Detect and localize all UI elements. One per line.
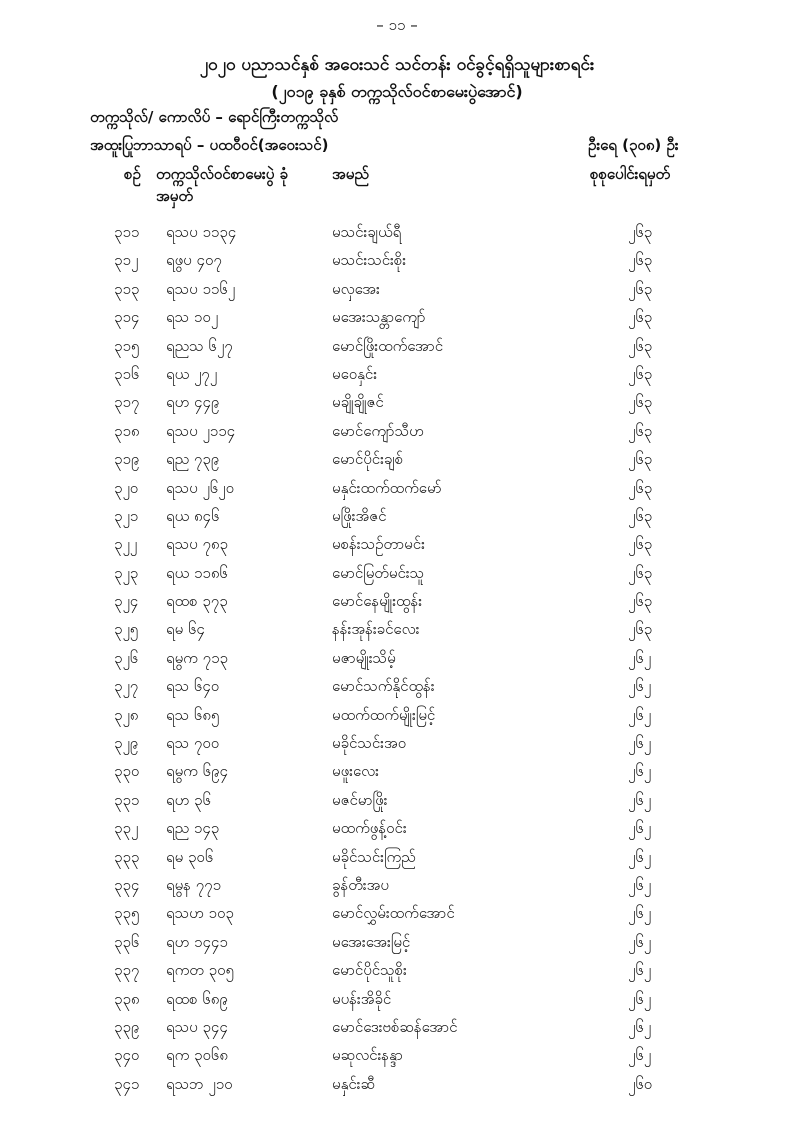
- roll-number: ရထစ ၆၈၉: [166, 989, 228, 1008]
- roll-number: ရက ၃၀၆၈: [166, 1046, 228, 1065]
- student-name: မလှအေး: [332, 279, 380, 298]
- student-name: မခိုင်သင်းအ၀: [332, 734, 407, 753]
- row-number: ၃၂၉: [114, 734, 139, 753]
- student-name: မဝေနှင်း: [332, 364, 378, 383]
- table-row: [0, 986, 794, 1014]
- table-row: [0, 929, 794, 957]
- student-name: မနှင်းထက်ထက်မော်: [332, 478, 442, 497]
- student-name: မောင်မြတ်မင်းသူ: [332, 563, 425, 582]
- table-row: [0, 673, 794, 701]
- table-row: [0, 844, 794, 872]
- total-marks: ၂၆၂: [628, 989, 652, 1008]
- student-name: မောင်ပိုင်းချစ်: [332, 450, 404, 469]
- column-header-roll: တက္ကသိုလ်ဝင်စာမေးပွဲ ခုံအမှတ်: [156, 165, 288, 205]
- student-name: မသင်းချယ်ရီ: [332, 223, 402, 241]
- roll-number: ရဟ ၁၄၄၁: [166, 932, 228, 951]
- table-row: [0, 1014, 794, 1042]
- table-row: [0, 333, 794, 361]
- roll-number: ရဖွပ ၄၀၇: [166, 251, 222, 270]
- row-number: ၃၁၁: [114, 223, 140, 241]
- roll-number: ရသ ၁၀၂: [166, 308, 219, 327]
- student-name: နန်းအုန်းခင်လေး: [332, 620, 420, 639]
- table-row: [0, 446, 794, 474]
- row-number: ၃၁၃: [114, 279, 140, 298]
- row-number: ၃၃၆: [114, 932, 140, 951]
- page-number: – ၁၁ –: [376, 16, 418, 34]
- total-marks: ၂၆၂: [628, 677, 652, 696]
- roll-number: ရမွန ၇၇၁: [166, 875, 222, 894]
- row-number: ၃၃၅: [114, 904, 140, 923]
- student-name: မဖြိုးအိဇင်: [332, 506, 387, 525]
- total-marks: ၂၆၃: [628, 223, 653, 241]
- document-title: ၂၀၂၀ ပညာသင်နှစ် အဝေးသင် သင်တန်း ဝင်ခွင့်ရရှိသူများစာရင်း: [199, 55, 595, 75]
- student-name: မထက်ဖွန့်ဝင်း: [332, 819, 407, 838]
- row-number: ၃၄၀: [114, 1046, 140, 1065]
- table-row: [0, 361, 794, 389]
- total-marks: ၂၆၃: [628, 535, 653, 554]
- student-name: မခိုင်သင်းကြည်: [332, 847, 416, 866]
- student-name: မောင်ဒေးဗစ်ဆန်အောင်: [332, 1017, 458, 1036]
- roll-number: ရမွက ၆၉၄: [166, 762, 228, 781]
- total-marks: ၂၆၂: [628, 819, 652, 838]
- row-number: ၃၂၀: [114, 478, 139, 497]
- total-marks: ၂၆၃: [628, 393, 653, 412]
- total-marks: ၂၆၂: [628, 705, 652, 724]
- student-name: မဇာမျိုးသိမ့်: [332, 648, 396, 667]
- table-row: [0, 276, 794, 304]
- row-number: ၃၁၄: [114, 308, 140, 327]
- roll-number: ရသပ ၁၁၃၄: [166, 223, 237, 241]
- row-number: ၃၂၁: [114, 506, 139, 525]
- table-row: [0, 588, 794, 616]
- student-name: မအေးအေးမြင့်: [332, 932, 411, 951]
- roll-number: ရညသ ၆၂၇: [166, 336, 233, 355]
- total-marks: ၂၆၀: [628, 1074, 653, 1093]
- major-line: အထူးပြုဘာသာရပ် – ပထဝီဝင်(အဝေးသင်): [90, 136, 329, 154]
- row-number: ၃၁၂: [114, 251, 139, 270]
- row-number: ၃၂၂: [114, 535, 138, 554]
- roll-number: ရသပ ၂၁၁၄: [166, 421, 236, 440]
- table-row: [0, 1071, 794, 1099]
- total-marks: ၂၆၃: [628, 620, 653, 639]
- roll-number: ရသ ၇၀၀: [166, 734, 220, 753]
- roll-number: ရသပ ၁၁၆၂: [166, 279, 236, 298]
- row-number: ၃၃၃: [114, 847, 140, 866]
- roll-number: ရထစ ၃၇၃: [166, 592, 228, 611]
- row-number: ၃၁၈: [114, 421, 140, 440]
- column-header-no: စဉ်: [124, 165, 141, 183]
- total-marks: ၂၆၃: [628, 450, 653, 469]
- row-number: ၃၃၈: [114, 989, 140, 1008]
- table-row: [0, 758, 794, 786]
- roll-number: ရဟ ၄၄၉: [166, 393, 220, 412]
- roll-number: ရကတ ၃၀၅: [166, 961, 234, 980]
- roll-number: ရည ၁၄၃: [166, 819, 220, 838]
- table-row: [0, 815, 794, 843]
- row-number: ၃၃၁: [114, 790, 140, 809]
- roll-number: ရသဟ ၁၀၃: [166, 904, 234, 923]
- total-marks: ၂၆၂: [628, 762, 652, 781]
- table-row: [0, 787, 794, 815]
- roll-number: ရမ ၃၀၆: [166, 847, 214, 866]
- total-marks: ၂၆၂: [628, 734, 652, 753]
- total-marks: ၂၆၃: [628, 478, 653, 497]
- roll-number: ရသ ၆၄၀: [166, 677, 220, 696]
- row-number: ၃၄၁: [114, 1074, 140, 1093]
- roll-number: ရသပ ၇၈၃: [166, 535, 228, 554]
- roll-number: ရဟ ၃၆: [166, 790, 211, 809]
- table-row: [0, 219, 794, 247]
- total-marks: ၂၆၃: [628, 592, 653, 611]
- student-name: မဆုလင်းနန္ဒာ: [332, 1046, 403, 1065]
- total-count: ဦးရေ (၃၀၈) ဦး: [588, 136, 679, 154]
- table-row: [0, 560, 794, 588]
- total-marks: ၂၆၃: [628, 308, 653, 327]
- roll-number: ရမွက ၇၁၃: [166, 648, 228, 667]
- total-marks: ၂၆၂: [628, 847, 652, 866]
- total-marks: ၂၆၃: [628, 563, 653, 582]
- student-name: မောင်သက်နိုင်ထွန်း: [332, 677, 435, 696]
- roll-number: ရယ ၈၄၆: [166, 506, 220, 525]
- total-marks: ၂၆၂: [628, 648, 652, 667]
- student-name: မောင်လွှမ်းထက်အောင်: [332, 904, 455, 923]
- student-name: မပန်းအိခိုင်: [332, 989, 392, 1008]
- results-table: [0, 219, 794, 1099]
- student-name: မချိုချိုဇင်: [332, 393, 384, 412]
- row-number: ၃၃၇: [114, 961, 140, 980]
- table-row: [0, 872, 794, 900]
- student-name: မထက်ထက်မျိုးမြင့်: [332, 705, 436, 724]
- total-marks: ၂၆၃: [628, 506, 653, 525]
- table-row: [0, 957, 794, 985]
- total-marks: ၂၆၂: [628, 1017, 652, 1036]
- table-row: [0, 531, 794, 559]
- student-name: မသင်းသင်းစိုး: [332, 251, 407, 270]
- row-number: ၃၂၈: [114, 705, 139, 724]
- row-number: ၃၃၄: [114, 875, 140, 894]
- row-number: ၃၃၀: [114, 762, 140, 781]
- student-name: မဖူးလေး: [332, 762, 379, 781]
- table-row: [0, 616, 794, 644]
- total-marks: ၂၆၂: [628, 1046, 652, 1065]
- row-number: ၃၂၄: [114, 592, 139, 611]
- roll-number: ရသပ ၃၄၄: [166, 1017, 228, 1036]
- student-name: မောင်ပိုင်သူစိုး: [332, 961, 407, 980]
- row-number: ၃၁၇: [114, 393, 140, 412]
- table-row: [0, 304, 794, 332]
- row-number: ၃၁၆: [114, 364, 140, 383]
- row-number: ၃၂၆: [114, 648, 139, 667]
- table-row: [0, 645, 794, 673]
- row-number: ၃၂၃: [114, 563, 139, 582]
- table-row: [0, 418, 794, 446]
- row-number: ၃၂၅: [114, 620, 139, 639]
- student-name: မအေးသန္တာကျော်: [332, 308, 426, 327]
- table-row: [0, 247, 794, 275]
- student-name: မနှင်းဆီ: [332, 1074, 375, 1093]
- table-row: [0, 730, 794, 758]
- university-line: တက္ကသိုလ်/ ကောလိပ် – ရောင်ကြီးတက္ကသိုလ်: [90, 108, 339, 126]
- roll-number: ရယ ၁၁၈၆: [166, 563, 228, 582]
- total-marks: ၂၆၃: [628, 336, 653, 355]
- table-row: [0, 900, 794, 928]
- table-row: [0, 702, 794, 730]
- student-name: မောင်ကျော်သီဟ: [332, 421, 424, 440]
- roll-number: ရမ ၆၄: [166, 620, 205, 639]
- roll-number: ရည ၇၃၉: [166, 450, 220, 469]
- column-header-status: စုစုပေါင်းရမှတ်: [590, 165, 671, 183]
- row-number: ၃၁၅: [114, 336, 140, 355]
- total-marks: ၂၆၃: [628, 421, 653, 440]
- total-marks: ၂၆၂: [628, 875, 652, 894]
- total-marks: ၂၆၂: [628, 904, 652, 923]
- total-marks: ၂၆၂: [628, 932, 652, 951]
- table-row: [0, 503, 794, 531]
- total-marks: ၂၆၃: [628, 279, 653, 298]
- document-subtitle: (၂၀၁၉ ခုနှစ် တက္ကသိုလ်ဝင်စာမေးပွဲအောင်): [271, 82, 523, 101]
- row-number: ၃၁၉: [114, 450, 140, 469]
- roll-number: ရသပ ၂၆၂၀: [166, 478, 235, 497]
- student-name: မစန်းသဉ်တာမင်း: [332, 535, 425, 554]
- row-number: ၃၂၇: [114, 677, 139, 696]
- total-marks: ၂၆၂: [628, 790, 652, 809]
- total-marks: ၂၆၃: [628, 251, 653, 270]
- student-name: မဇင်မာဖြိုး: [332, 790, 388, 809]
- table-row: [0, 475, 794, 503]
- student-name: ခွန်တီးအပ: [332, 875, 389, 894]
- table-row: [0, 389, 794, 417]
- student-name: မောင်နေမျိုးထွန်း: [332, 592, 423, 611]
- table-row: [0, 1042, 794, 1070]
- roll-number: ရသ ၆၈၅: [166, 705, 220, 724]
- roll-number: ရယ ၂၇၂: [166, 364, 218, 383]
- row-number: ၃၃၉: [114, 1017, 140, 1036]
- roll-number: ရသဘ ၂၁၀: [166, 1074, 233, 1093]
- student-name: မောင်ဖြိုးထက်အောင်: [332, 336, 444, 355]
- total-marks: ၂၆၃: [628, 364, 653, 383]
- row-number: ၃၃၂: [114, 819, 139, 838]
- total-marks: ၂၆၂: [628, 961, 652, 980]
- column-header-name: အမည်: [332, 165, 369, 183]
